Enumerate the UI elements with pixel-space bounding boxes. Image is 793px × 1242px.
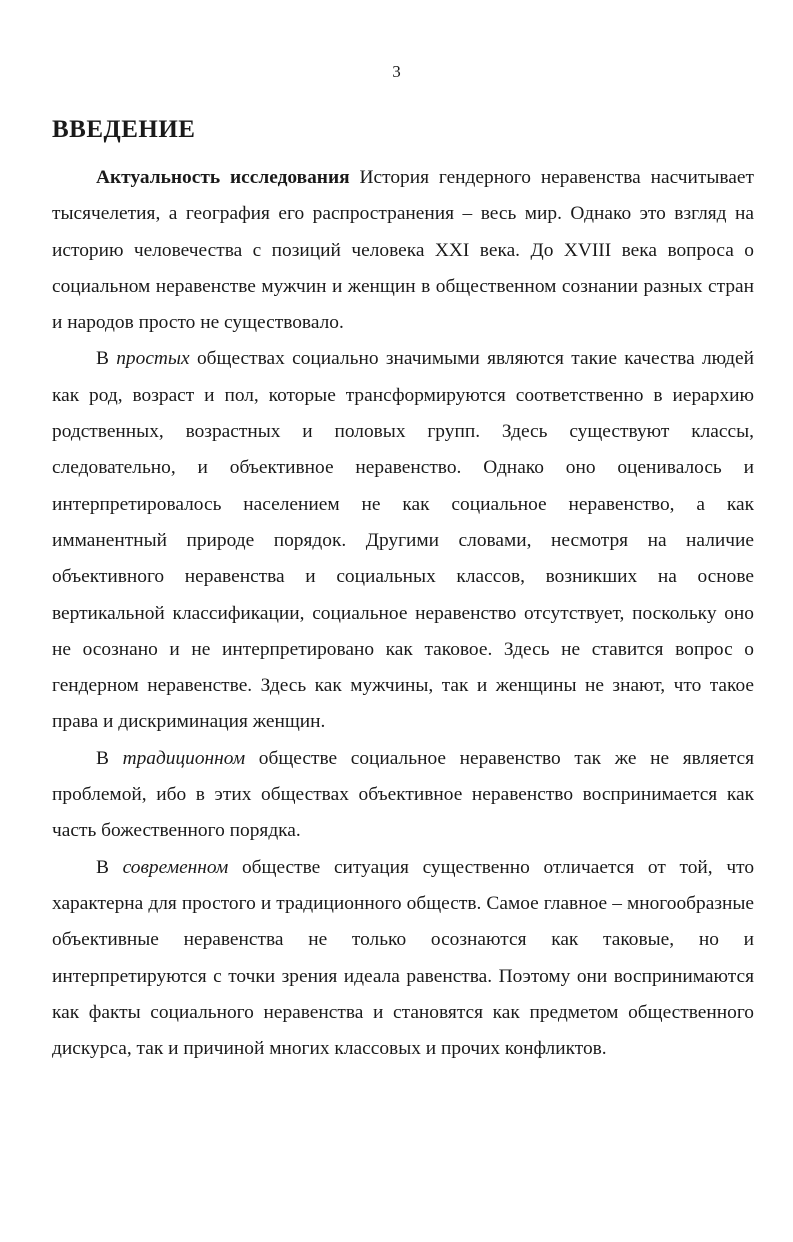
body-text [52, 160, 754, 1067]
paragraph-text-start: В [96, 856, 123, 878]
paragraph-text: История гендерного неравенства насчитывает тысячелетия, а география его распространения – весь мир. Однако это взгляд на историю человечества с позиций человека XXI века. До XVIII века вопроса о социальном неравенстве мужчин и женщин в общественном сознании разных стран и народов просто не существовало. [52, 167, 754, 334]
paragraph-relevance [52, 160, 754, 341]
paragraph-text: обществе социальное неравенство так же не является проблемой, ибо в этих обществах объективное неравенство воспринимается как часть божественного порядка. [52, 747, 754, 842]
section-heading: ВВЕДЕНИЕ [52, 116, 196, 143]
paragraph-modern-society [52, 850, 754, 1068]
paragraph-text: обществах социально значимыми являются такие качества людей как род, возраст и пол, которые трансформируются соответственно в иерархию родственных, возрастных и половых групп. Здесь существуют классы, следовательно, и объективное неравенство. Однако оно оценивалось и интерпретировалось населением не как социальное неравенство, а как имманентный природе порядок. Другими словами, несмотря на наличие объективного неравенства и социальных классов, возникших на основе вертикальной классификации, социальное неравенство отсутствует, поскольку оно не осознано и не интерпретировано как таковое. Здесь не ставится вопрос о гендерном неравенстве. Здесь как мужчины, так и женщины не знают, что такое права и дискриминация женщин. [52, 348, 754, 733]
page-number: 3 [392, 62, 401, 81]
paragraph-traditional-society [52, 741, 754, 850]
paragraph-text-start: В [96, 747, 123, 769]
emphasized-term: традиционном [122, 747, 246, 769]
paragraph-simple-societies [52, 341, 754, 740]
lead-term: Актуальность исследования [96, 167, 350, 188]
paragraph-text-start: В [96, 348, 117, 370]
emphasized-term: простых [116, 348, 190, 370]
paragraph-text: обществе ситуация существенно отличается от той, что характерна для простого и традиционного обществ. Самое главное – многообразные объективные неравенства не только осознаются как таковые, но и интерпретируются с точки зрения идеала равенства. Поэтому они воспринимаются как факты социального неравенства и становятся как предметом общественного дискурса, так и причиной многих классовых и прочих конфликтов. [52, 856, 755, 1060]
emphasized-term: современном [122, 856, 229, 878]
